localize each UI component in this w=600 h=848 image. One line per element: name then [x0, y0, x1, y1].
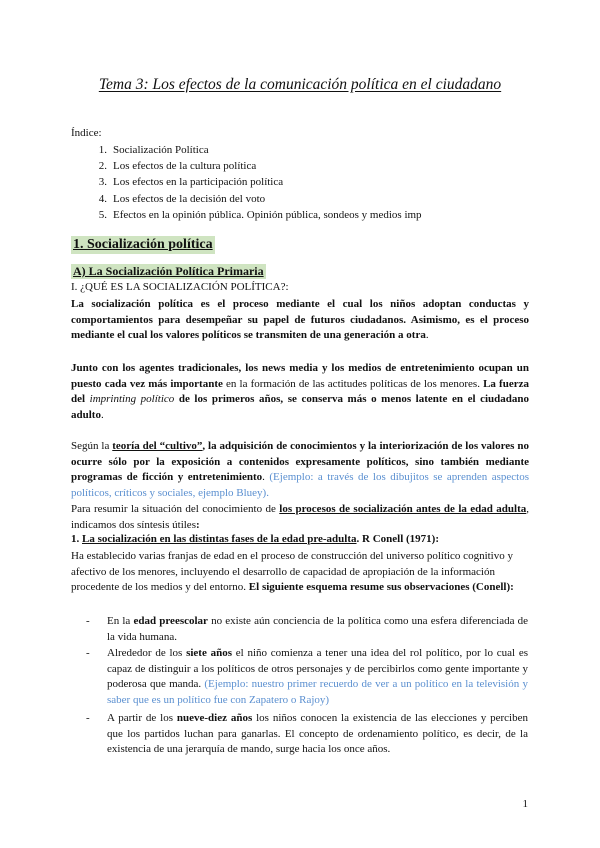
bullet-text: no existe aún conciencia de la política como una esfera diferenciada de la vida humana. [107, 615, 528, 643]
bullet-bold: siete años [186, 647, 232, 659]
paragraph-agents [71, 361, 529, 423]
section-heading: 1. Socialización política [73, 237, 213, 252]
index-label: Índice: [71, 127, 102, 139]
bullet-lead: Alrededor de los [107, 647, 187, 659]
list-item-text [107, 646, 528, 708]
imprinting-term: imprinting político [89, 393, 175, 405]
synthesis-number: 1. [71, 533, 82, 545]
toc-item-number: 5. [98, 208, 107, 221]
toc-item [71, 191, 422, 207]
paragraph-summary [71, 502, 529, 533]
paragraph-definition [71, 297, 529, 344]
bullet-bold: nueve-diez años [176, 712, 253, 724]
synthesis-title: La socialización en las distintas fases de la edad pre-adulta [82, 533, 357, 545]
bullet-dash: - [86, 712, 90, 724]
subsection-heading: A) La Socialización Política Primaria [73, 264, 264, 278]
synthesis-author: . R Conell (1971): [356, 533, 440, 545]
cultivo-bold-text: , la adquisición de conocimientos y la interiorización de los valores no ocurre sólo por la exposición a contenidos expresamente políticos, sino también mediante programas de ficción y entretenimiento [71, 440, 529, 483]
toc-item [71, 174, 422, 190]
summary-lead: Para resumir la situación del conocimiento de [71, 503, 280, 515]
page-number: 1 [522, 798, 528, 810]
bullet-dash: - [86, 615, 90, 627]
toc-item-text: Los efectos de la cultura política [113, 160, 257, 173]
bullet-bold: edad preescolar [133, 615, 208, 627]
bullet-lead: En la [107, 615, 134, 627]
toc-item [71, 158, 422, 174]
bullet-text: el niño comienza a tener una idea del rol político, por lo cual es capaz de distinguir a los políticos de otros personajes y de percibirlos como gente importante y poderosa que manda. [107, 647, 528, 690]
toc-item-number: 1. [98, 144, 107, 156]
toc-item-number: 4. [98, 192, 107, 205]
question-line: I. ¿QUÉ ES LA SOCIALIZACIÓN POLÍTICA?: [71, 281, 289, 293]
cultivo-period: . [262, 471, 270, 483]
bullet-text: los niños conocen la existencia de las elecciones y perciben que los partidos luchan para ganarlas. El concepto de ordenamiento político, es decir, de la existencia de una jerarquía de mando, surge hacia los once años. [107, 712, 528, 755]
paragraph-conell [71, 549, 529, 596]
synthesis-heading [71, 533, 439, 545]
cultivo-example: (Ejemplo: a través de los dibujitos se aprenden aspectos políticos, críticos y sociales, ejemplo Bluey). [71, 471, 529, 499]
conell-bold: El siguiente esquema resume sus observaciones (Conell): [248, 581, 514, 593]
toc-item-number: 3. [98, 176, 107, 189]
toc-item-number: 2. [98, 160, 107, 173]
document-title: Tema 3: Los efectos de la comunicación política en el ciudadano [98, 76, 502, 93]
agents-text: en la formación de las actitudes políticas de los menores. [222, 377, 484, 390]
conell-text: Ha establecido varias franjas de edad en el proceso de construcción del universo político cognitivo y afectivo de los menores, incluyendo el desarrollo de capacidad de apropiación de la información procedente de los medios y del entorno. [71, 550, 513, 593]
toc-item-text: Efectos en la opinión pública. Opinión pública, sondeos y medios imp [113, 208, 422, 221]
toc-item-text: Socialización Política [113, 144, 209, 156]
summary-colon: : [195, 518, 200, 531]
paragraph-cultivo [71, 439, 529, 501]
bullet-example: (Ejemplo: nuestro primer recuerdo de ver a un político en la televisión y saber que es un político fue con Zapatero o Rajoy) [107, 678, 528, 706]
agents-bold-text: Junto con los agentes tradicionales, los news media y los medios de entretenimiento ocupan un puesto cada vez más importante [71, 362, 529, 390]
summary-text: , indicamos dos síntesis útiles [71, 503, 529, 531]
bullet-dash: - [86, 647, 90, 659]
list-item-text [107, 711, 528, 758]
cultivo-theory: teoría del “cultivo” [112, 440, 203, 452]
summary-underlined: los procesos de socialización antes de la edad adulta [279, 503, 527, 515]
table-of-contents [71, 142, 422, 223]
definition-period: . [425, 329, 429, 341]
definition-text: La socialización política es el proceso mediante el cual los niños adoptan conductas y comportamientos para desempeñar su papel de futuros ciudadanos. Asimismo, es el proceso mediante el cual los valores políticos se transmiten de una generación a otra [71, 298, 529, 341]
agents-period: . [100, 408, 104, 421]
toc-item-text: Los efectos de la decisión del voto [113, 192, 266, 205]
imprinting-lead: La fuerza del [71, 377, 529, 405]
toc-item-text: Los efectos en la participación política [113, 176, 284, 189]
imprinting-rest: de los primeros años, se conserva más o menos latente en el ciudadano adulto [71, 393, 530, 421]
cultivo-lead: Según la [71, 440, 113, 452]
toc-item [71, 142, 422, 158]
toc-item [71, 207, 422, 223]
bullet-lead: A partir de los [107, 712, 177, 724]
list-item-text [107, 614, 528, 645]
